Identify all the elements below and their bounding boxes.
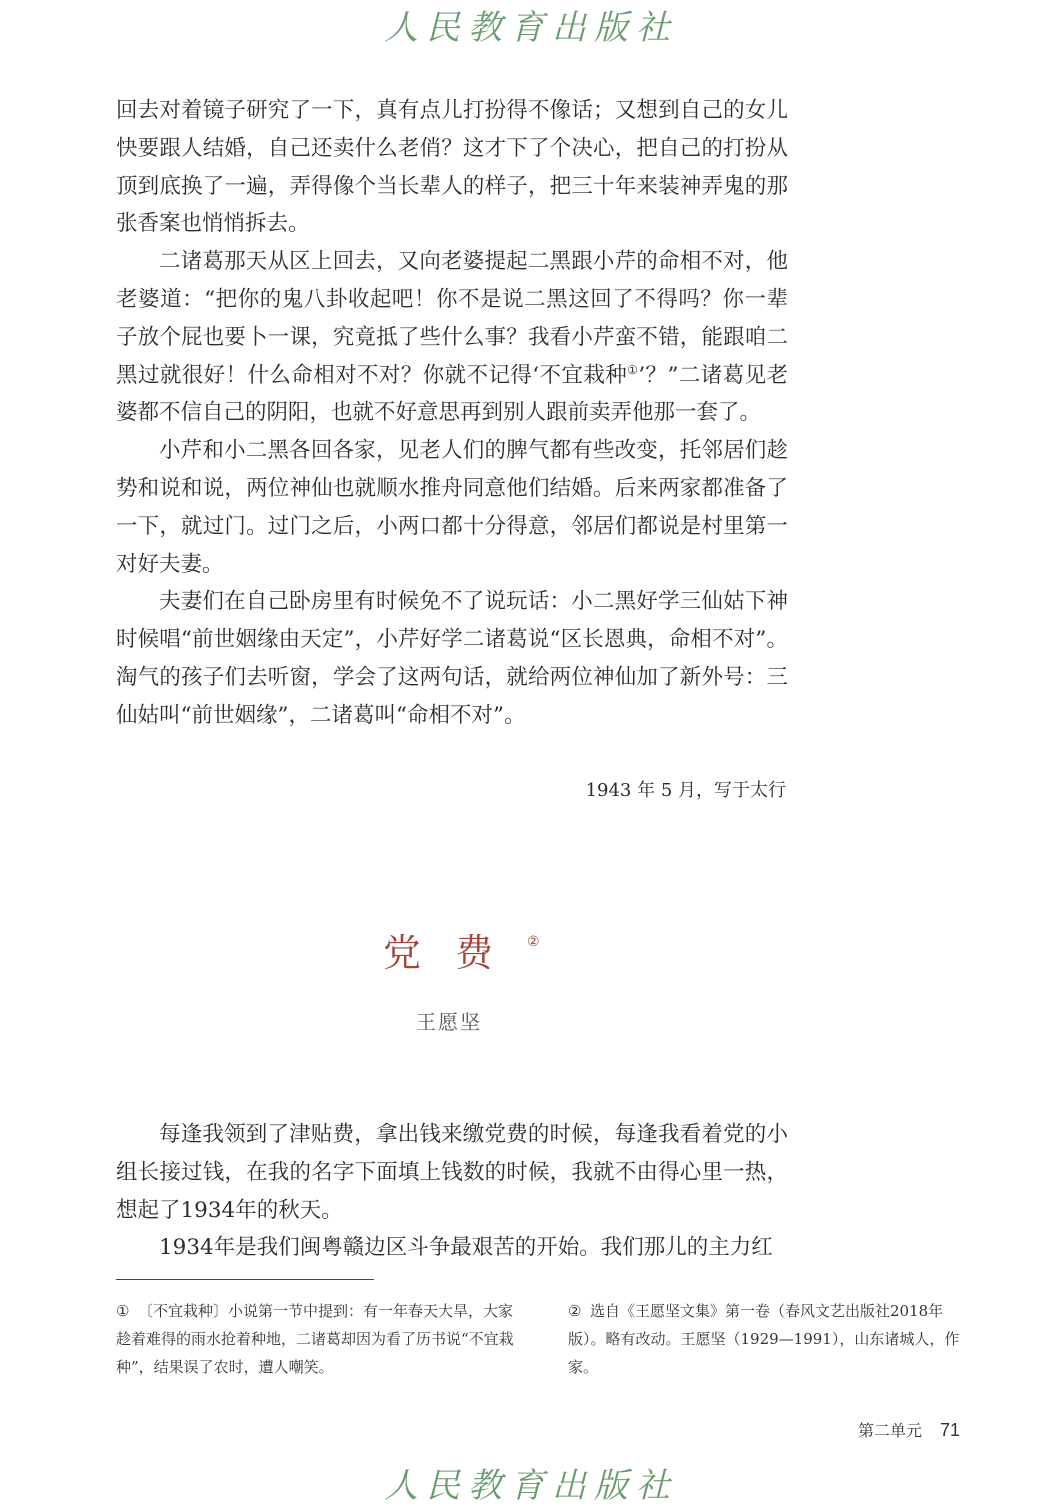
- paragraph-text: ’？”二诸葛见老婆都不信自己的阴阳，也就不好意思再到别人跟前卖弄他那一套了。: [116, 362, 788, 426]
- paragraph: [116, 243, 788, 432]
- author-name: 王愿坚: [416, 1010, 482, 1034]
- article-title: [383, 922, 540, 977]
- page-footer: [858, 1418, 960, 1441]
- paragraph: 1934年是我们闽粤赣边区斗争最艰苦的开始。我们那儿的主力红: [159, 1235, 773, 1261]
- footnote-mark: ①: [116, 1302, 130, 1320]
- footnote-2: [568, 1297, 968, 1381]
- footnote-1: [116, 1297, 516, 1381]
- paragraph: 小芹和小二黑各回各家，见老人们的脾气都有些改变，托邻居们趁势和说和说，两位神仙也就顺水推舟同意他们结婚。后来两家都准备了一下，就过门。过门之后，小两口都十分得意，邻居们都说是村里第一对好夫妻。: [116, 438, 788, 577]
- footnote-divider: [116, 1279, 374, 1280]
- footnote-text: 〔不宜栽种〕小说第一节中提到：有一年春天大旱，大家趁着难得的雨水抢着种地，二诸葛却因为看了历书说“不宜栽种”，结果误了农时，遭人嘲笑。: [116, 1302, 514, 1376]
- dateline: 1943 年 5 月，写于太行: [585, 780, 786, 801]
- footnote-ref-2[interactable]: ②: [527, 934, 540, 950]
- footnote-ref-1[interactable]: ①: [627, 362, 639, 377]
- publisher-watermark-bottom: 人民教育出版社: [384, 1466, 678, 1506]
- paragraph: 每逢我领到了津贴费，拿出钱来缴党费的时候，每逢我看着党的小组长接过钱，在我的名字下面填上钱数的时候，我就不由得心里一热，想起了1934年的秋天。: [116, 1122, 788, 1223]
- paragraph: 回去对着镜子研究了一下，真有点儿打扮得不像话；又想到自己的女儿快要跟人结婚，自己还卖什么老俏？这才下了个决心，把自己的打扮从顶到底换了一遍，弄得像个当长辈人的样子，把三十年来装神弄鬼的那张香案也悄悄拆去。: [116, 98, 788, 237]
- footnote-text: 选自《王愿坚文集》第一卷（春风文艺出版社2018年版）。略有改动。王愿坚（1929—1991），山东诸城人，作家。: [568, 1302, 960, 1376]
- paragraph: 夫妻们在自己卧房里有时候免不了说玩话：小二黑好学三仙姑下神时候唱“前世姻缘由天定”，小芹好学二诸葛说“区长恩典，命相不对”。淘气的孩子们去听窗，学会了这两句话，就给两位神仙加了新外号：三仙姑叫“前世姻缘”，二诸葛叫“命相不对”。: [116, 589, 788, 728]
- story-ending-text: [116, 92, 788, 735]
- page-number: 71: [939, 1420, 960, 1440]
- paragraph-text: 二诸葛那天从区上回去，又向老婆提起二黑跟小芹的命相不对，他老婆道：“把你的鬼八卦收起吧！你不是说二黑这回了不得吗？你一辈子放个屁也要卜一课，究竟抵了些什么事？我看小芹蛮不错，能跟咱二黑过就很好！什么命相对不对？你就不记得‘不宜栽种: [116, 249, 788, 388]
- title-text: 党费: [383, 931, 528, 975]
- article-body-text: [116, 1116, 788, 1267]
- unit-label: 第二单元: [857, 1421, 922, 1440]
- publisher-watermark-top: 人民教育出版社: [384, 8, 678, 48]
- footnote-mark: ②: [568, 1302, 582, 1320]
